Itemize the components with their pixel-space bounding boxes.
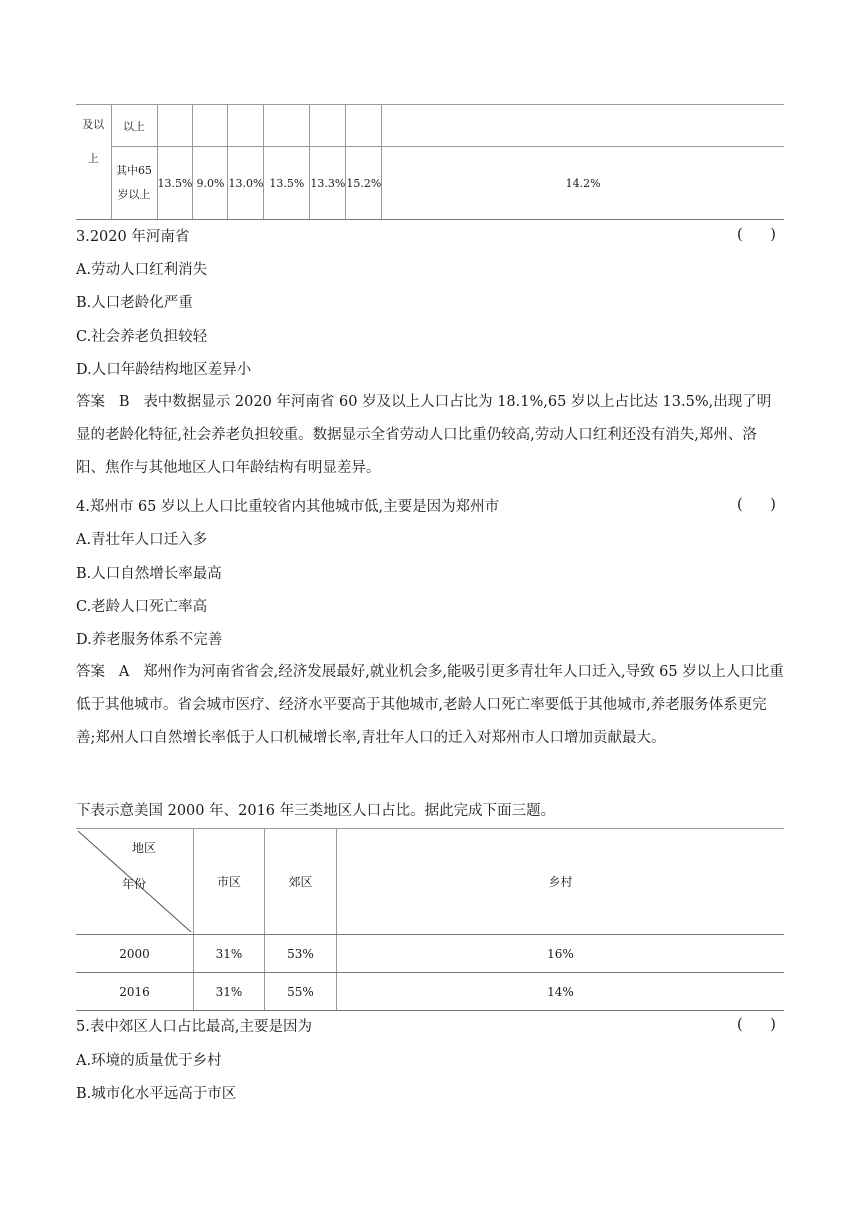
table-cell: 15.2% xyxy=(346,147,382,220)
sub-label-65-cell xyxy=(111,147,157,220)
sub-label-65-line2: 岁以上 xyxy=(117,188,151,201)
table-cell: 53% xyxy=(265,935,337,973)
question-3-option-c: C.社会养老负担较轻 xyxy=(76,329,208,345)
table-cell: 9.0% xyxy=(193,147,228,220)
question-4-option-b: B.人口自然增长率最高 xyxy=(76,566,222,582)
table-row xyxy=(76,935,784,973)
corner-header-year: 年份 xyxy=(122,877,147,891)
question-4-option-c: C.老龄人口死亡率高 xyxy=(76,599,208,615)
row-label-cell xyxy=(76,105,111,220)
us-population-share-table xyxy=(76,828,784,1011)
question-5-answer-blank: ( ) xyxy=(737,1017,776,1033)
answer-label: 答案 xyxy=(76,664,105,680)
table-cell: 13.5% xyxy=(157,147,193,220)
table-cell: 31% xyxy=(194,973,265,1011)
year-cell: 2016 xyxy=(76,973,194,1011)
question-3-option-b: B.人口老龄化严重 xyxy=(76,295,193,311)
question-3-answer xyxy=(76,386,784,485)
table-cell: 14% xyxy=(337,973,785,1011)
table-cell: 13.0% xyxy=(228,147,264,220)
answer-label: 答案 xyxy=(76,394,105,410)
table-cell: 14.2% xyxy=(382,147,784,220)
question-4-option-d: D.养老服务体系不完善 xyxy=(76,632,223,648)
age-structure-table-continued xyxy=(76,104,784,220)
question-5-option-b: B.城市化水平远高于市区 xyxy=(76,1086,237,1102)
answer-letter: B xyxy=(118,394,130,410)
question-3-stem: 3.2020 年河南省 xyxy=(76,229,190,245)
question-4-stem: 4.郑州市 65 岁以上人口比重较省内其他城市低,主要是因为郑州市 xyxy=(76,499,500,515)
corner-header-cell xyxy=(76,829,194,935)
column-header: 市区 xyxy=(194,829,265,935)
answer-explanation: 郑州作为河南省省会,经济发展最好,就业机会多,能吸引更多青壮年人口迁入,导致 65 岁以上人口比重低于其他城市。省会城市医疗、经济水平要高于其他城市,老龄人口死亡率要低于其他城市,养老服务体系更完善;郑州人口自然增长率低于人口机械增长率,青壮年人口的迁入对郑州市人口增加贡献最大。 xyxy=(76,664,784,746)
row-label-top: 及以 xyxy=(82,118,105,131)
answer-letter: A xyxy=(118,664,130,680)
table-cell: 16% xyxy=(337,935,785,973)
question-4-answer xyxy=(76,656,784,755)
row-label-bottom: 上 xyxy=(87,152,99,165)
table-cell: 13.3% xyxy=(310,147,346,220)
table-intro: 下表示意美国 2000 年、2016 年三类地区人口占比。据此完成下面三题。 xyxy=(76,803,556,819)
question-3-option-d: D.人口年龄结构地区差异小 xyxy=(76,362,252,378)
sub-label-65-line1: 其中65 xyxy=(116,164,152,177)
table-cell: 13.5% xyxy=(264,147,310,220)
column-header: 郊区 xyxy=(265,829,337,935)
question-5-stem: 5.表中郊区人口占比最高,主要是因为 xyxy=(76,1019,312,1035)
table-cell: 31% xyxy=(194,935,265,973)
question-4-option-a: A.青壮年人口迁入多 xyxy=(76,532,208,548)
corner-header-region: 地区 xyxy=(132,841,157,855)
question-3-option-a: A.劳动人口红利消失 xyxy=(76,262,208,278)
column-header: 乡村 xyxy=(337,829,785,935)
question-3-answer-blank: ( ) xyxy=(737,227,776,243)
sub-label-top: 以上 xyxy=(111,105,157,147)
table-cell: 55% xyxy=(265,973,337,1011)
question-5-option-a: A.环境的质量优于乡村 xyxy=(76,1053,222,1069)
answer-explanation: 表中数据显示 2020 年河南省 60 岁及以上人口占比为 18.1%,65 岁以上占比达 13.5%,出现了明显的老龄化特征,社会养老负担较重。数据显示全省劳动人口比重仍较高,劳动人口红利还没有消失,郑州、洛阳、焦作与其他地区人口年龄结构有明显差异。 xyxy=(76,394,772,476)
table-row xyxy=(76,973,784,1011)
year-cell: 2000 xyxy=(76,935,194,973)
question-4-answer-blank: ( ) xyxy=(737,497,776,513)
